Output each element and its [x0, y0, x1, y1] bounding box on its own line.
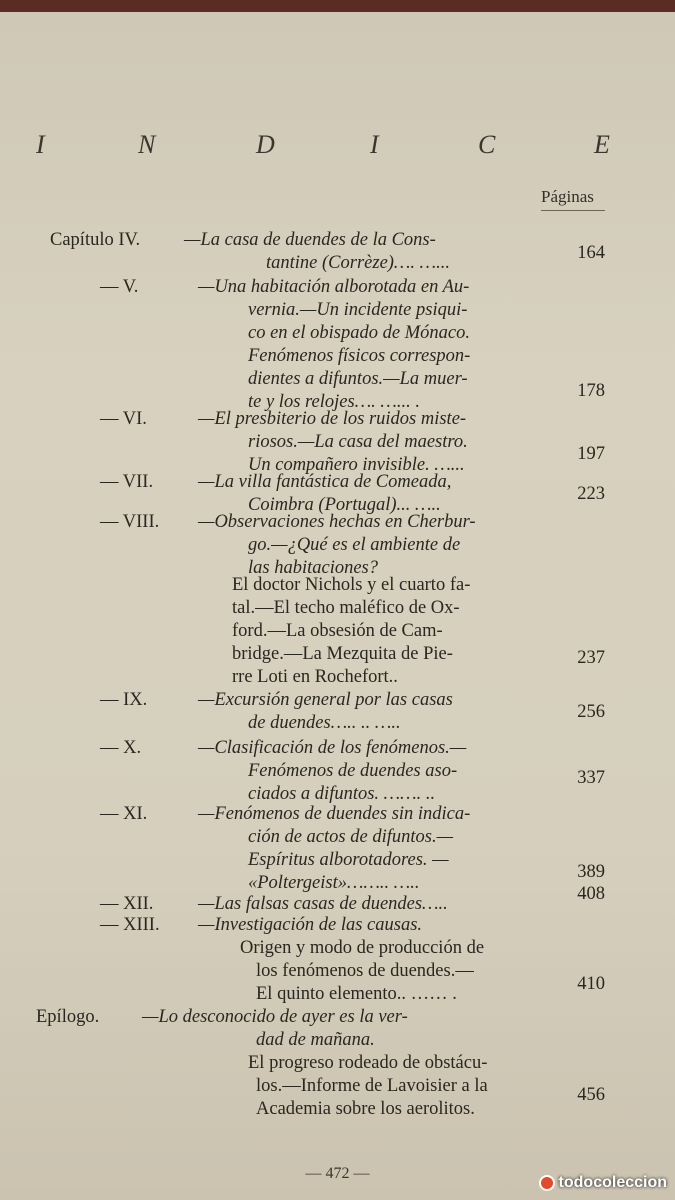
entry-line: —El presbiterio de los ruidos miste- — [198, 409, 467, 429]
entry-lead: — XII. — [100, 894, 154, 914]
entry-line: —Clasificación de los fenómenos.— — [198, 738, 467, 758]
page-number: 164 — [577, 243, 605, 263]
entry-line: —Observaciones hechas en Cherbur- — [198, 512, 476, 532]
page-number: 456 — [577, 1085, 605, 1105]
entry-lead: — VII. — [100, 472, 154, 492]
entry-line: las habitaciones? — [248, 558, 379, 578]
watermark-text: todocoleccion — [558, 1174, 667, 1191]
page-number: 410 — [577, 974, 605, 994]
entry-line: —Una habitación alborotada en Au- — [198, 277, 470, 297]
entry-line: vernia.—Un incidente psiqui- — [248, 300, 468, 320]
entry-line: Academia sobre los aerolitos. — [256, 1099, 475, 1119]
entry-line: —Investigación de las causas. — [198, 915, 423, 935]
entry-line: Origen y modo de producción de — [240, 938, 485, 958]
entry-line: rre Loti en Rochefort.. — [232, 667, 398, 687]
entry-line: —Las falsas casas de duendes….. — [198, 894, 448, 914]
entry-line: te y los relojes…. …... . — [248, 392, 420, 412]
watermark — [539, 1174, 667, 1192]
watermark-logo-icon — [539, 1175, 555, 1191]
entry-line: go.—¿Qué es el ambiente de — [248, 535, 461, 555]
entry-line: Fenómenos físicos correspon- — [248, 346, 471, 366]
title-letter: C — [478, 130, 496, 159]
entry-line: los fenómenos de duendes.— — [256, 961, 474, 981]
entry-line: Espíritus alborotadores. — — [248, 850, 449, 870]
entry-line: —Excursión general por las casas — [198, 690, 453, 710]
entry-line: de duendes….. .. ….. — [248, 713, 401, 733]
entry-line: El doctor Nichols y el cuarto fa- — [232, 575, 471, 595]
entry-line: ciados a difuntos. ……. .. — [248, 784, 436, 804]
entry-line: tantine (Corrèze)…. …... — [266, 253, 450, 273]
page-number: 408 — [577, 884, 605, 904]
entry-line: —La villa fantástica de Comeada, — [198, 472, 452, 492]
entry-line: bridge.—La Mezquita de Pie- — [232, 644, 453, 664]
entry-lead: Capítulo IV. — [50, 230, 141, 250]
entry-line: —Lo desconocido de ayer es la ver- — [142, 1007, 408, 1027]
entry-line: dad de mañana. — [256, 1030, 375, 1050]
title-letter: I — [370, 130, 379, 159]
entry-line: El progreso rodeado de obstácu- — [248, 1053, 488, 1073]
title-letter: E — [594, 130, 610, 159]
entry-line: ford.—La obsesión de Cam- — [232, 621, 443, 641]
page-number: 178 — [577, 381, 605, 401]
page-number: 197 — [577, 444, 605, 464]
entry-line: El quinto elemento.. …… . — [256, 984, 457, 1004]
entry-line: tal.—El techo maléfico de Ox- — [232, 598, 460, 618]
entry-lead: — XIII. — [100, 915, 160, 935]
page-number: 223 — [577, 484, 605, 504]
book-page — [0, 12, 675, 1200]
title-letter: N — [138, 130, 156, 159]
entry-line: Fenómenos de duendes aso- — [248, 761, 458, 781]
entry-line: —Fenómenos de duendes sin indica- — [198, 804, 471, 824]
title-letter: D — [256, 130, 275, 159]
entry-line: dientes a difuntos.—La muer- — [248, 369, 468, 389]
page-folio: — 472 — — [305, 1165, 370, 1182]
page-number: 256 — [577, 702, 605, 722]
entry-line: riosos.—La casa del maestro. — [248, 432, 468, 452]
entry-line: Un compañero invisible. …... — [248, 455, 465, 475]
entry-line: «Poltergeist»…….. ….. — [248, 873, 420, 893]
page-number: 389 — [577, 862, 605, 882]
entry-lead: — XI. — [100, 804, 148, 824]
entry-line: los.—Informe de Lavoisier a la — [256, 1076, 488, 1096]
title-letter: I — [36, 130, 45, 159]
index-title — [0, 130, 675, 170]
entry-lead: — VIII. — [100, 512, 160, 532]
entry-lead: — X. — [100, 738, 142, 758]
entry-line: ción de actos de difuntos.— — [248, 827, 454, 847]
entry-lead: Epílogo. — [36, 1007, 100, 1027]
entry-lead: — V. — [100, 277, 139, 297]
page-number: 237 — [577, 648, 605, 668]
entry-line: Coimbra (Portugal)... ….. — [248, 495, 441, 515]
page-number: 337 — [577, 768, 605, 788]
pages-column-header: Páginas — [541, 187, 594, 206]
entry-line: co en el obispado de Mónaco. — [248, 323, 470, 343]
entry-lead: — IX. — [100, 690, 148, 710]
header-rule — [541, 210, 605, 211]
entry-line: —La casa de duendes de la Cons- — [184, 230, 436, 250]
entry-lead: — VI. — [100, 409, 147, 429]
